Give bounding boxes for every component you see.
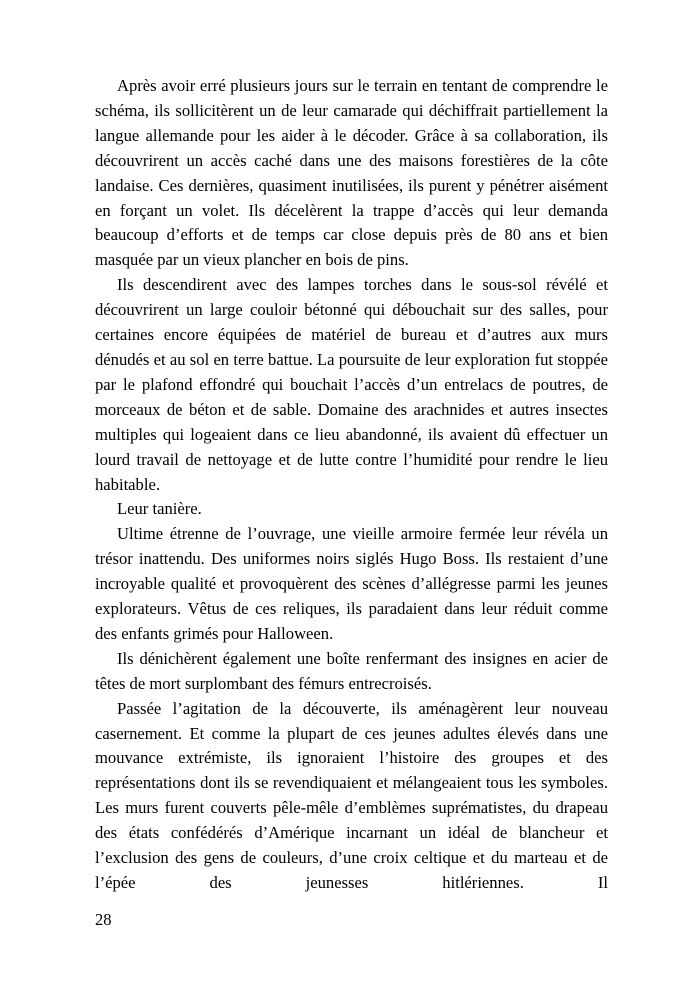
paragraph-4: Ultime étrenne de l’ouvrage, une vieille armoire fermée leur révéla un trésor inattendu. Des uniformes noirs siglés Hugo Boss. Ils restaient d’une incroyable qualité et provoquèrent des scènes d’allégresse parmi les jeunes explorateurs. Vêtus de ces reliques, ils paradaient dans leur réduit comme des enfants grimés pour Halloween. — [95, 524, 608, 643]
paragraph-6: Passée l’agitation de la découverte, ils aménagèrent leur nouveau casernement. Et comme la plupart de ces jeunes adultes élevés dans une mouvance extrémiste, ils ignoraient l’histoire des groupes et des représentations dont ils se revendiquaient et mélangeaient tous les symboles. Les murs furent couverts pêle-mêle d’emblèmes suprématistes, du drapeau des états confédérés d’Amérique incarnant un idéal de blancheur et l’exclusion des gens de couleurs, d’une croix celtique et du marteau et de l’épée des jeunesses hitlériennes. Il — [95, 698, 608, 892]
paragraph-2: Ils descendirent avec des lampes torches dans le sous-sol révélé et découvrirent un large couloir bétonné qui débouchait sur des salles, pour certaines encore équipées de matériel de bureau et d’autres aux murs dénudés et au sol en terre battue. La poursuite de leur exploration fut stoppée par le plafond effondré qui bouchait l’accès d’un entrelacs de poutres, de morceaux de béton et de sable. Domaine des arachnides et autres insectes multiples qui logeaient dans ce lieu abandonné, ils avaient dû effectuer un lourd travail de nettoyage et de lutte contre l’humidité pour rendre le lieu habitable. — [95, 275, 608, 494]
body-text-column — [95, 74, 608, 896]
paragraph-1: Après avoir erré plusieurs jours sur le terrain en tentant de comprendre le schéma, ils sollicitèrent un de leur camarade qui déchiffrait partiellement la langue allemande pour les aider à le décoder. Grâce à sa collaboration, ils découvrirent un accès caché dans une des maisons forestières de la côte landaise. Ces dernières, quasiment inutilisées, ils purent y pénétrer aisément en forçant un volet. Ils décelèrent la trappe d’accès qui leur demanda beaucoup d’efforts et de temps car close depuis près de 80 ans et bien masquée par un vieux plancher en bois de pins. — [95, 76, 608, 270]
paragraph-3: Leur tanière. — [117, 499, 202, 519]
page-number: 28 — [95, 910, 112, 929]
paragraph-5: Ils dénichèrent également une boîte renfermant des insignes en acier de têtes de mort surplombant des fémurs entrecroisés. — [95, 648, 608, 693]
